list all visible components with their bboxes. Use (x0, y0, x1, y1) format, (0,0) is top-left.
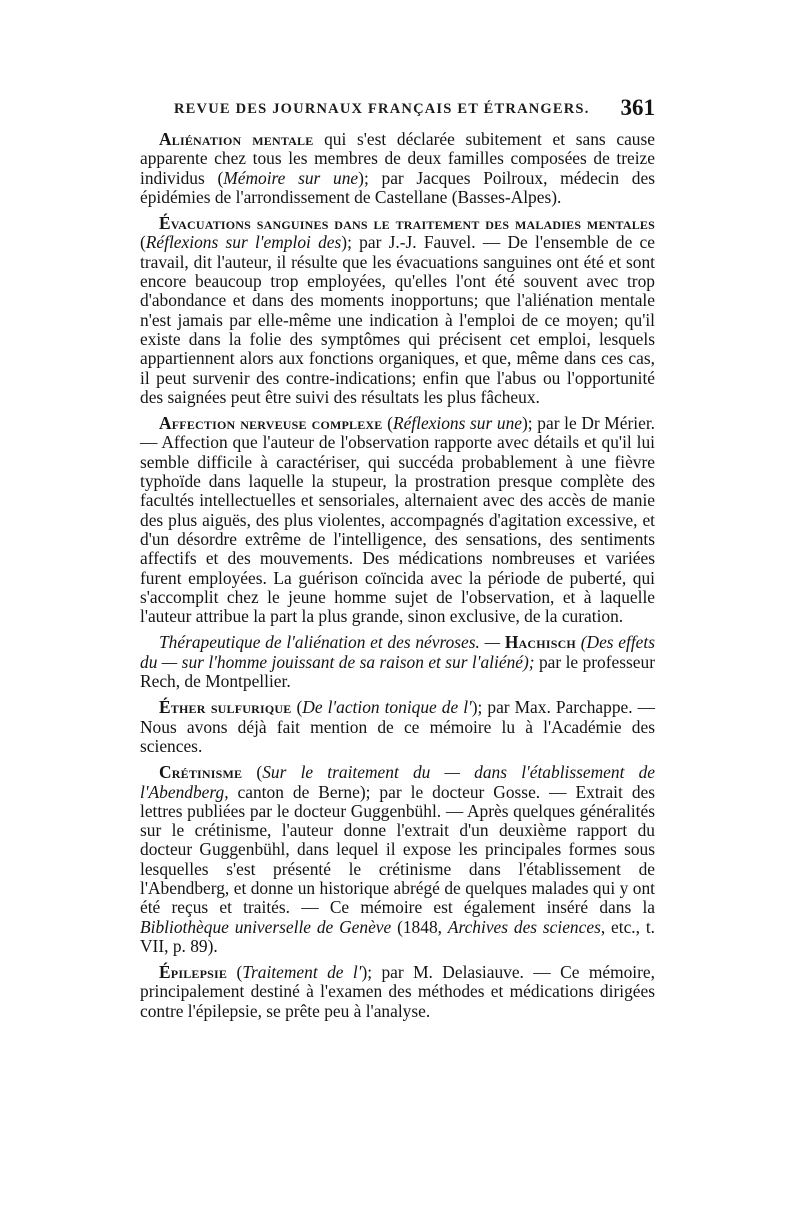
entry-cretinisme (140, 763, 655, 956)
entry-therapeutique (140, 633, 655, 691)
entry-evacuations-sanguines (140, 214, 655, 407)
running-head: REVUE DES JOURNAUX FRANÇAIS ET ÉTRANGERS. (174, 101, 590, 117)
entry-ether-sulfurique (140, 698, 655, 756)
entry-text: ( (382, 413, 393, 434)
entry-text: ); par le Dr Mérier. — Affection que l'auteur de l'observation rapporte avec détails et qu'il lui semble difficile à caractériser, qui succéda probablement à une fièvre typhoïde dans laquelle la stupeur, la prostration presque complète des facultés intellectuelles et sensoriales, alternaient avec des accès de manie des plus aiguës, des plus violentes, accompagnés d'agitation excessive, et d'un désordre extrême de l'intelligence, des sensations, des sentiments affectifs et des mouvements. Des médications nombreuses et variées furent employées. La guérison coïncida avec la période de puberté, qui s'accomplit chez le jeune homme sujet de l'observation, et à laquelle l'auteur attribue la part la plus grande, sinon exclusive, de la curation. (140, 413, 656, 627)
entry-alienation-mentale (140, 130, 655, 207)
entry-title: (Des effets du — sur l'homme jouissant de sa raison et sur l'aliéné); (140, 632, 655, 672)
entry-heading: Hachisch (504, 632, 576, 653)
entry-title: Mémoire sur une (223, 167, 359, 188)
entry-epilepsie (140, 963, 655, 1021)
entry-heading: Évacuations sanguines dans le traitement des maladies mentales (159, 213, 655, 234)
entry-text: ); par Max. Parchappe. — Nous avons déjà fait mention de ce mémoire lu à l'Académie des sciences. (140, 697, 655, 756)
entry-text: ( (227, 962, 243, 983)
entry-journal-title: Archives des sciences (447, 916, 601, 937)
entry-section-title: Thérapeutique de l'aliénation et des névroses. — (159, 632, 505, 653)
page-number: 361 (620, 95, 655, 120)
entry-text: , etc., t. VII, p. 89). (140, 916, 656, 956)
entry-title: De l'action tonique de l' (302, 697, 472, 718)
entry-text: ( (140, 232, 146, 253)
entry-text: ); par J.-J. Fauvel. — De l'ensemble de ce travail, dit l'auteur, il résulte que les évacuations sanguines ont été et sont encore beaucoup trop employées, qu'elles l'ont été souvent avec trop d'abondance et dans des moments inopportuns; que l'aliénation mentale n'est jamais par elle-même une indication à l'emploi de ce moyen; qu'il existe dans la folie des symptômes qui précisent cet emploi, lesquels appartiennent alors aux fonctions organiques, et que, même dans ces cas, il peut survenir des contre-indications; enfin que l'abus ou l'opportunité des saignées peut être suivi des résultats les plus fâcheux. (140, 232, 655, 407)
entry-text: ); par M. Delasiauve. — Ce mémoire, principalement destiné à l'examen des méthodes et médications dirigées contre l'épilepsie, se prête peu à l'analyse. (140, 962, 655, 1021)
entry-heading: Éther sulfurique (159, 697, 292, 718)
entry-text: ( (242, 762, 263, 783)
entry-text: canton de Berne); par le docteur Gosse. — Extrait des lettres publiées par le docteur Guggenbühl. — Après quelques généralités sur le crétinisme, l'auteur donne l'extrait d'un deuxième rapport du docteur Guggenbühl, dans lequel il expose les principales formes sous lesquelles s'est présenté le crétinisme dans l'établissement de l'Abendberg, et donne un historique abrégé de quelques malades qui y ont été reçus et traités. — Ce mémoire est également inséré dans la (140, 781, 655, 918)
entry-title: Traitement de l' (242, 962, 362, 983)
entry-text: ); par Jacques Poilroux, médecin des épidémies de l'arrondissement de Castellane (Basses-Alpes). (140, 167, 655, 207)
entry-text: qui s'est déclarée subitement et sans cause apparente chez tous les membres de deux familles composées de treize individus ( (140, 129, 655, 188)
entry-heading: Crétinisme (159, 762, 243, 783)
entry-affection-nerveuse (140, 414, 655, 626)
entry-title: Réflexions sur une (392, 413, 523, 434)
entry-text: (1848, (391, 916, 448, 937)
entry-text: par le professeur Rech, de Montpellier. (140, 651, 655, 692)
entry-title: Sur le traitement du — dans l'établissement de l'Abendberg, (140, 762, 656, 802)
article-body (140, 130, 655, 1028)
entry-text: ( (291, 697, 303, 718)
entry-journal-title: Bibliothèque universelle de Genève (140, 916, 392, 937)
entry-heading: Épilepsie (159, 962, 228, 983)
entry-heading: Aliénation mentale (159, 129, 314, 149)
page-header (140, 95, 655, 125)
entry-title: Réflexions sur l'emploi des (145, 232, 342, 253)
entry-heading: Affection nerveuse complexe (159, 413, 383, 434)
